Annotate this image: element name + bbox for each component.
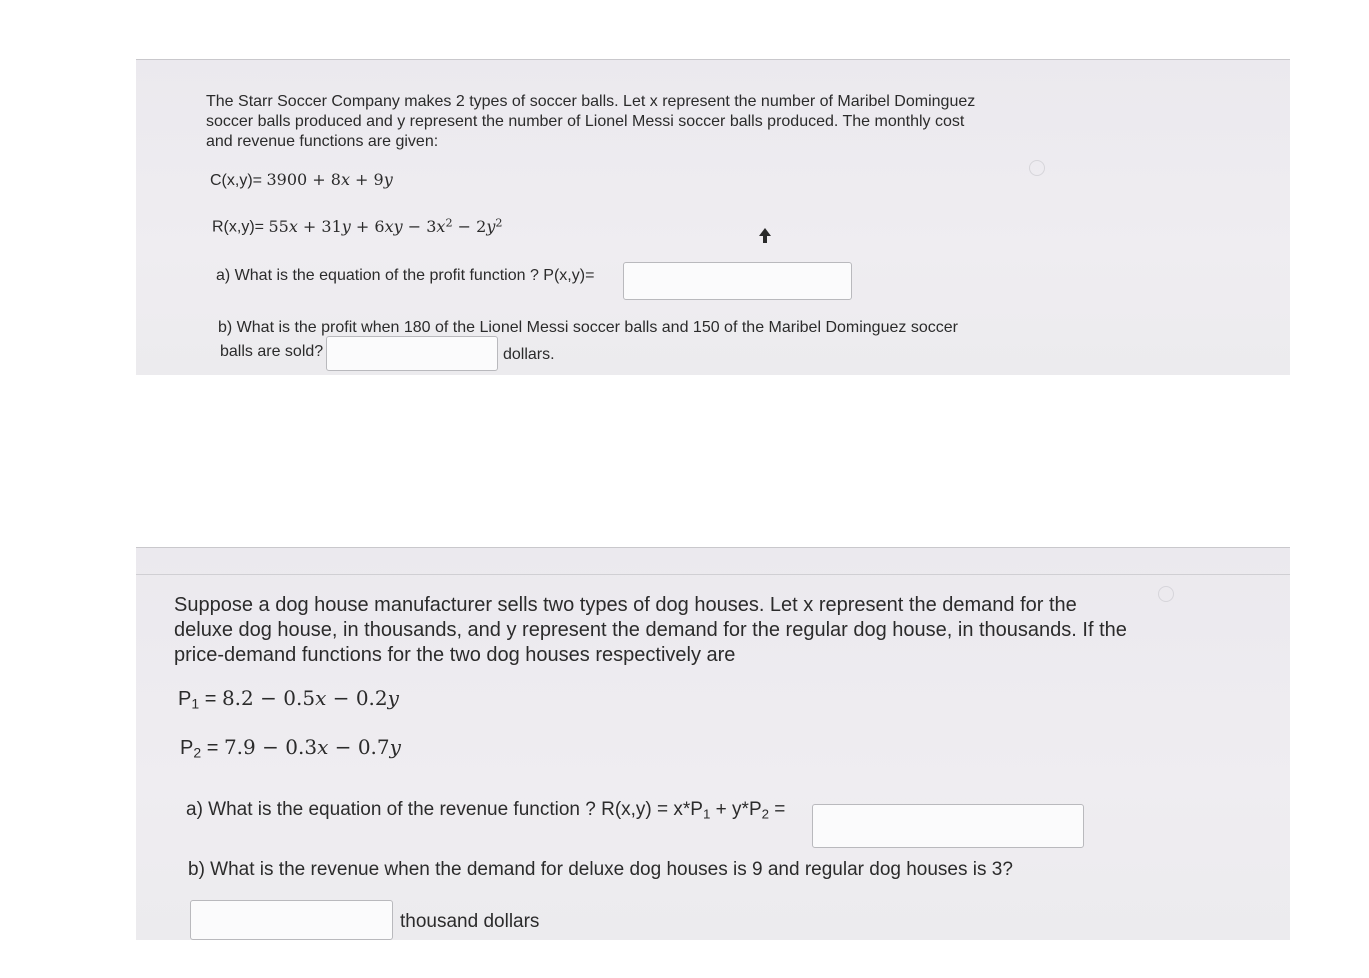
profit-unit-label: dollars. [503, 346, 555, 363]
revenue-value-input[interactable] [190, 900, 393, 940]
cost-function-expression: 3900 + 8x + 9y [266, 170, 393, 189]
problem-2-intro-line-1: Suppose a dog house manufacturer sells two types of dog houses. Let x represent the demand for the [174, 594, 1077, 616]
problem-1-intro-line-2: soccer balls produced and y represent the number of Lionel Messi soccer balls produced. The monthly cost [206, 113, 965, 130]
profit-question-line-1: b) What is the profit when 180 of the Lionel Messi soccer balls and 150 of the Maribel Dominguez soccer [218, 319, 958, 336]
problem-2-intro-line-2: deluxe dog house, in thousands, and y represent the demand for the regular dog house, in thousands. If the [174, 619, 1127, 641]
cost-function-label: C(x,y)= [210, 172, 262, 189]
divider [136, 574, 1290, 575]
profit-function-question: a) What is the equation of the profit function ? P(x,y)= [216, 267, 595, 284]
problem-1-panel [136, 59, 1290, 375]
circle-icon [1029, 160, 1045, 176]
cost-function [210, 170, 393, 191]
revenue-function [212, 213, 503, 238]
profit-function-input[interactable] [623, 262, 852, 300]
revenue-function-expression: $55x + 31y + 6xy - 3x^2 - 2y^2$ [268, 216, 503, 236]
revenue-unit-label: thousand dollars [400, 911, 540, 932]
circle-icon [1158, 586, 1174, 602]
revenue-function-input[interactable] [812, 804, 1084, 848]
problem-1-intro-line-1: The Starr Soccer Company makes 2 types of soccer balls. Let x represent the number of Maribel Dominguez [206, 93, 976, 110]
profit-value-input[interactable] [326, 336, 498, 371]
problem-1-intro-line-3: and revenue functions are given: [206, 133, 439, 150]
mouse-cursor-icon [758, 227, 772, 245]
problem-2-panel [136, 547, 1290, 940]
problem-2-intro-line-3: price-demand functions for the two dog houses respectively are [174, 644, 736, 666]
price-demand-p2: $P_2 = 7.9 - 0.3x - 0.7y$ [180, 735, 401, 761]
revenue-function-question: a) What is the equation of the revenue function ? $R(x,y) = x*P_1 + y*P_2$ = [186, 799, 786, 822]
revenue-function-label: R(x,y)= [212, 218, 264, 236]
revenue-question: b) What is the revenue when the demand for deluxe dog houses is 9 and regular dog houses is 3? [188, 859, 1013, 880]
profit-question-line-2: balls are sold? [220, 343, 324, 360]
price-demand-p1: $P_1 = 8.2 - 0.5x - 0.2y$ [178, 686, 399, 712]
